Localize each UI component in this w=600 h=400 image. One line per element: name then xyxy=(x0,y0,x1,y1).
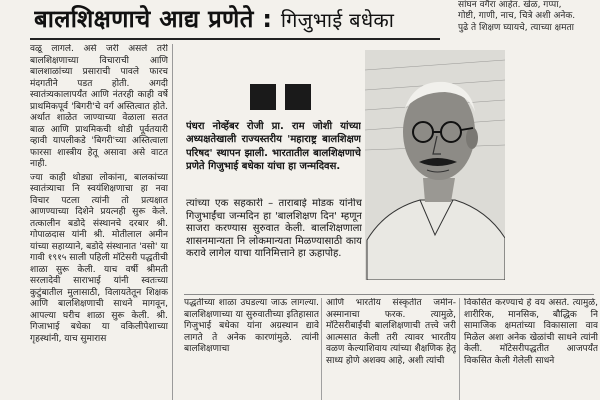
column-divider xyxy=(172,44,173,400)
portrait-sketch xyxy=(365,50,505,280)
bottom-column-text: पद्धतीच्या शाळा उघडल्या जाऊ लागल्या. बालशिक्षणाच्या या सुरुवातीच्या इतिहासात गिजुभाई बधेका यांना अग्रस्थान द्यावे लागते ते अनेक कारणांमुळे. त्यांनी बालशिक्षणाचा xyxy=(184,298,319,354)
bottom-column-2 xyxy=(326,298,456,400)
headline-main: बालशिक्षणाचे आद्य प्रणेते : xyxy=(34,5,273,33)
bottom-column-3 xyxy=(464,298,598,400)
top-right-line: गोष्टी, गाणी, नाच, चित्रे अशी अनेक. xyxy=(458,11,576,22)
top-right-line: पुढे ते शिक्षण घ्यायचे, त्याच्या क्षमता xyxy=(458,22,574,33)
headline-rule xyxy=(30,38,440,40)
column-divider xyxy=(321,298,322,400)
section-divider xyxy=(184,294,594,295)
bottom-column-text: विकसित करण्याचे हे वय असते. त्यामुळे, शारीरिक, मानसिक, बौद्धिक नि सामाजिक क्षमतांच्या विकासाला वाव मिळेल अशा अनेक खेळांची साधने त्यांनी केली. मॉटेसरीपद्धतीत आजपर्यंत विकसित केली गेलेली साधने xyxy=(464,298,598,366)
intro-continued-block xyxy=(186,198,362,288)
top-right-line: सांघन वगैरा आहेत. खेळ, गप्पा, xyxy=(458,0,562,10)
column-divider xyxy=(459,298,460,400)
intro-block xyxy=(186,120,361,198)
headline-sub: गिजुभाई बधेका xyxy=(280,8,395,32)
intro-continued-text: त्यांच्या एक सहकारी – ताराबाई मोडक यांनीच गिजुभाईंचा जन्मदिन हा 'बालशिक्षण दिन' म्हणून साजरा करण्यास सुरुवात केली. बालशिक्षणाला शासनमान्यता नि लोकमान्यता मिळण्यासाठी काय करावे लागेल याचा यानिमित्ताने हा ऊहापोह. xyxy=(186,198,362,260)
left-paragraph: वळू लागले. असे जरी असले तरी बालशिक्षणाच्या विचाराची आणि बालशाळांच्या प्रसाराची पावले फारच मंदगतीने पडत होती. अगदी स्वातंत्र्यकालापर्यंत आणि नंतरही काही वर्षे प्राथमिकपूर्व 'बिगरी'चे वर्ग अस्तित्वात होते. अर्थात शाळेत जाण्याच्या वेळाला सतत बाळ आणि प्राथमिकची थोडी पूर्वतयारी व्हावी यापलीकडे 'बिगरी'च्या अस्तित्वाला फारसा शास्त्रीय हेतू असावा असे वाटत नाही. xyxy=(30,44,168,169)
headline xyxy=(34,3,434,37)
ornament-square xyxy=(250,84,276,110)
bottom-column-text: आणि भारतीय संस्कृतीत जमीन-अस्मानाचा फरक. त्यामुळे, मॉटेसरीबाईंची बालशिक्षणाची तत्त्वे जरी आत्मसात केली तरी त्यावर भारतीय वळण केल्याशिवाय त्यांच्या शैक्षणिक हेतू साध्य होणे अशक्य आहे, अशी त्यांची xyxy=(326,298,456,366)
left-paragraph: ज्या काही थोड्या लोकांना, बालकांच्या स्वातंत्र्याचा नि स्वयंशिक्षणाचा हा नवा विचार पटला त्यांनी तो प्रत्यक्षात आणण्याच्या दिशेने प्रयत्नही सुरू केले. तत्कालीन बडोदे संस्थानचे दरबार श्री. गोपाळदास यांनी श्री. मोतीलाल अमीन यांच्या सहाय्याने, बडोदे संस्थानात 'वसो' या गावी १९१५ साली पहिली मॉटेसरी पद्धतीची शाळा सुरू केली. याच वर्षी श्रीमती सरलादेवी साराभाई यांनी स्वतःच्या कुटुंबातील मुलासाठी, विलायतेतून शिक्षक आणि बालशिक्षणाची साधने मागवून, आपल्या घरीच शाळा सुरू केली. श्री. गिजाभाई बधेका या वकिलीपेशाच्या गृहस्थांनी, याच सुमारास xyxy=(30,172,168,344)
portrait-photo xyxy=(365,50,505,280)
ornament-square xyxy=(285,84,311,110)
left-column xyxy=(30,44,168,400)
intro-text: पंधरा नोव्हेंबर रोजी प्रा. राम जोशी यांच्या अध्यक्षतेखाली राज्यस्तरीय 'महाराष्ट्र बालशिक्षण परिषद' स्थापन झाली. भारतातील बालशिक्षणाचे प्रणेते गिजुभाई बधेका यांचा हा जन्मदिवस. xyxy=(186,121,361,172)
bottom-column-1 xyxy=(184,298,319,400)
